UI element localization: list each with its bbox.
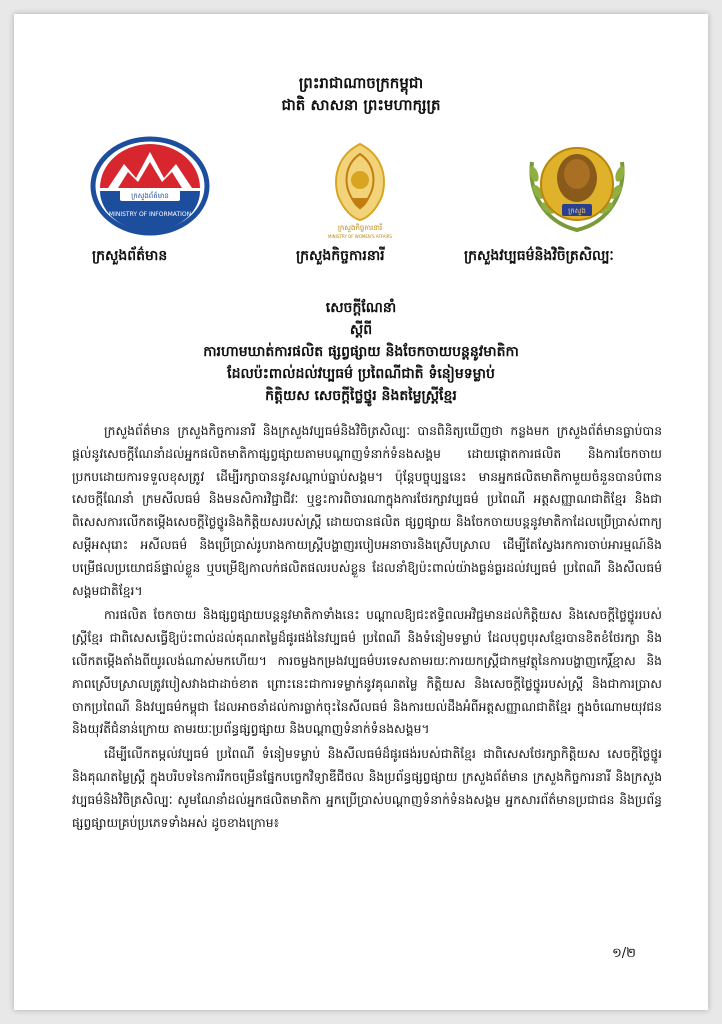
kingdom-motto: ជាតិ សាសនា ព្រះមហាក្សត្រ	[281, 96, 441, 114]
title-line-5: កិត្តិយស សេចក្តីថ្លៃថ្នូរ និងតម្លៃស្ត្រីខ្មែរ	[265, 388, 457, 404]
body-paragraph-2: ការផលិត ចែកចាយ និងផ្សព្វផ្សាយបន្តនូវមាតិកាទាំងនេះ បណ្តាលឱ្យជះឥទ្ធិពលអវិជ្ជមានដល់កិត្តិយស និងសេចក្តីថ្លៃថ្នូររបស់ស្ត្រីខ្មែរ ជាពិសេសធ្វើឱ្យប៉ះពាល់ដល់គុណតម្លៃដ៏ផូរផង់នៃវប្បធម៌ ប្រពៃណី និងទំនៀមទម្លាប់ ដែលបុព្វបុរសខ្មែរបានខិតខំថែរក្សា និងលើកតម្កើងតាំងពីយូរលង់ណាស់មកហើយ។ ការចម្លងកម្រងវប្បធម៌បរទេសតាមរយៈការយកស្ត្រីជាកម្មវត្ថុនៃការបង្ហាញកេរ្តិ៍ខ្មាស និងភាពស្រើបស្រាលត្រូវបៀសវាងជាដាច់ខាត ព្រោះនេះជាការទម្លាក់នូវគុណតម្លៃ កិត្តិយស និងសេចក្តីថ្លៃថ្នូររបស់ស្ត្រី និងជាការប្រាសចាកប្រពៃណី និងវប្បធម៌កម្ពុជា ដែលអាចនាំដល់ការធ្លាក់ចុះនៃសីលធម៌ និងការយល់ដឹងអំពីអត្តសញ្ញាណជាតិខ្មែរ ក្នុងចំណោមយុវជននិងយុវតីជំនាន់ក្រោយ តាមរយៈប្រព័ន្ធផ្សព្វផ្សាយ និងបណ្តាញទំនាក់ទំនងសង្គម។	[72, 608, 662, 737]
ministry-of-information-logo	[90, 136, 210, 236]
document-page	[14, 14, 708, 1010]
kingdom-name: ព្រះរាជាណាចក្រកម្ពុជា	[298, 74, 424, 92]
info-logo-ring-text: MINISTRY OF INFORMATION	[108, 211, 192, 218]
page-number: ១/២	[611, 946, 636, 961]
title-line-4: ដែលប៉ះពាល់ដល់វប្បធម៌ ប្រពៃណីជាតិ ទំនៀមទម្លាប់	[227, 366, 495, 382]
document-body	[72, 420, 662, 836]
ministry-information-name: ក្រសួងព័ត៌មាន	[92, 248, 168, 264]
body-paragraph-3: ដើម្បីលើកតម្កល់វប្បធម៌ ប្រពៃណី ទំនៀមទម្លាប់ និងសីលធម៌ដ៏ផូរផង់របស់ជាតិខ្មែរ ជាពិសេសថែរក្សាកិត្តិយស សេចក្តីថ្លៃថ្នូរ និងគុណតម្លៃស្ត្រី ក្នុងបរិបទនៃការរីកចម្រើនផ្នែកបច្ចេកវិទ្យាឌីជីថល និងប្រព័ន្ធផ្សព្វផ្សាយ ក្រសួងព័ត៌មាន ក្រសួងកិច្ចការនារី និងក្រសួងវប្បធម៌និងវិចិត្រសិល្បៈ សូមណែនាំដល់អ្នកផលិតមាតិកា អ្នកប្រើប្រាស់បណ្តាញទំនាក់ទំនងសង្គម អ្នកសារព័ត៌មានប្រជាជន និងប្រព័ន្ធផ្សព្វផ្សាយគ្រប់ប្រភេទទាំងអស់ ដូចខាងក្រោម៖	[72, 747, 662, 830]
body-paragraph-1: ក្រសួងព័ត៌មាន ក្រសួងកិច្ចការនារី និងក្រសួងវប្បធម៌និងវិចិត្រសិល្បៈ បានពិនិត្យឃើញថា កន្លងមក ក្រសួងព័ត៌មានធ្លាប់បានផ្តល់នូវសេចក្តីណែនាំដល់អ្នកផលិតមាតិកាផ្សព្វផ្សាយតាមបណ្តាញទំនាក់ទំនងសង្គម ដោយផ្តោតការផលិត និងការចែកចាយប្រកបដោយការទទួលខុសត្រូវ ដើម្បីរក្សាបាននូវសណ្តាប់ធ្នាប់សង្គម។ ប៉ុន្តែបច្ចុប្បន្ននេះ មានអ្នកផលិតមាតិកាមួយចំនួនបានបំពានសេចក្តីណែនាំ ក្រមសីលធម៌ និងមនសិការវិជ្ជាជីវៈ ឬខ្វះការពិចារណាក្នុងការថែរក្សាវប្បធម៌ ប្រពៃណី អត្តសញ្ញាណជាតិខ្មែរ និងជាពិសេសការលើកតម្កើងសេចក្តីថ្លៃថ្នូរនិងកិត្តិយសរបស់ស្ត្រី ដោយបានផលិត ផ្សព្វផ្សាយ និងចែកចាយបន្តនូវមាតិកាដែលប្រើប្រាស់ពាក្យសម្តីអសុរោះ អសីលធម៌ និងប្រើប្រាស់រូបរាងកាយស្ត្រីបង្ហាញរបៀបអនាចារនិងស្រើបស្រាល ដើម្បីតែស្វែងរកការចាប់អារម្មណ៍និងបម្រើផលប្រយោជន៍ផ្ទាល់ខ្លួន ឬបម្រើឱ្យកាលក់ផលិតផលរបស់ខ្លួន ដែលនាំឱ្យប៉ះពាល់យ៉ាងធ្ងន់ធ្ងរដល់វប្បធម៌ ប្រពៃណី និងសីលធម៌សង្គមជាតិខ្មែរ។	[72, 424, 662, 598]
culture-logo-label: ក្រសួង	[568, 207, 586, 215]
women-logo-en-label: MINISTRY OF WOMEN'S AFFAIRS	[328, 234, 392, 239]
document-title	[74, 297, 648, 407]
women-logo-label: ក្រសួងកិច្ចការនារី	[337, 224, 383, 232]
title-line-3: ការហាមឃាត់ការផលិត ផ្សព្វផ្សាយ និងចែកចាយបន្តនូវមាតិកា	[203, 344, 519, 360]
title-line-1: សេចក្តីណែនាំ	[325, 300, 397, 316]
ministry-of-womens-affairs-logo	[322, 140, 398, 240]
ministry-of-culture-logo	[524, 132, 630, 236]
kingdom-header	[14, 72, 708, 116]
info-logo-label: ក្រសួងព័ត៌មាន	[131, 192, 169, 200]
ministry-culture-name: ក្រសួងវប្បធម៌និងវិចិត្រសិល្បៈ	[464, 248, 614, 264]
ministry-womens-affairs-name: ក្រសួងកិច្ចការនារី	[296, 248, 385, 264]
title-line-2: ស្តីពី	[349, 322, 373, 338]
